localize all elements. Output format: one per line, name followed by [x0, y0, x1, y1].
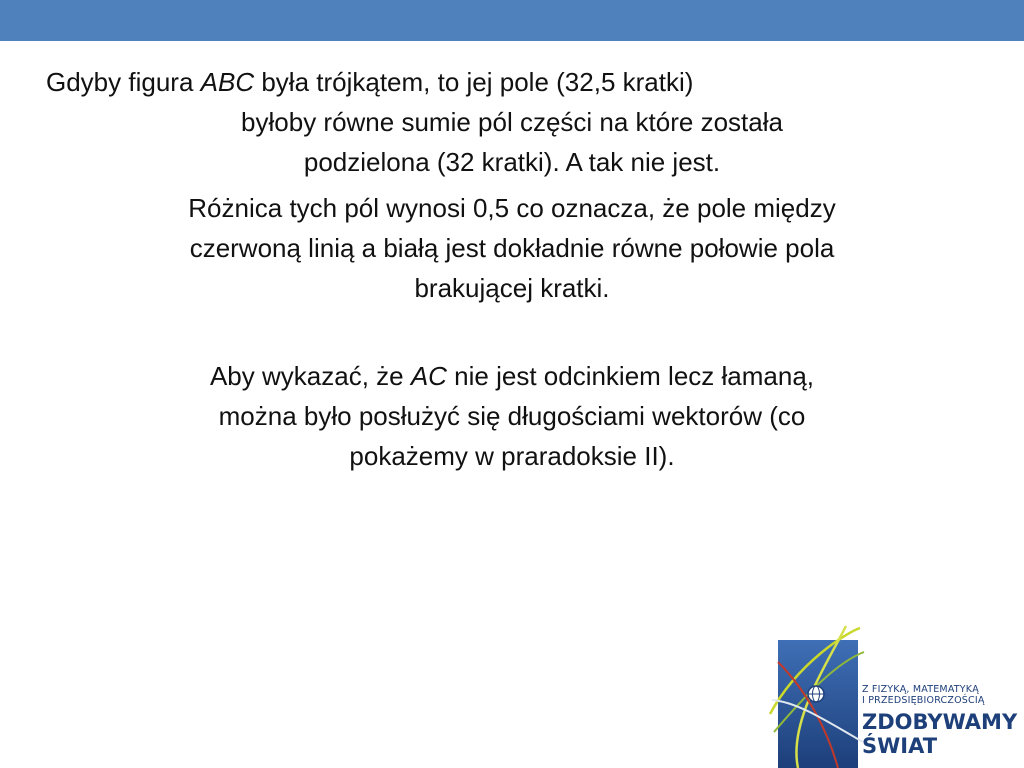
project-logo: [768, 622, 1024, 768]
logo-title-2: ŚWIAT: [862, 734, 938, 758]
text-line: pokażemy w praradoksie II).: [349, 441, 675, 471]
text-line: czerwoną linią a białą jest dokładnie równe połowie pola: [189, 233, 835, 263]
slide-content: [40, 62, 984, 476]
spacer: [40, 308, 984, 356]
text-run: była trójkątem, to jej pole (32,5 kratki): [254, 67, 694, 97]
paragraph-area-difference: [40, 188, 984, 308]
text-run: Aby wykazać, że: [209, 361, 411, 391]
top-bar: [0, 0, 1024, 41]
text-line: [40, 62, 984, 102]
paragraph-broken-line: [40, 356, 984, 476]
text-run: nie jest odcinkiem lecz łamaną,: [446, 361, 815, 391]
text-line: można było posłużyć się długościami wektorów (co: [218, 401, 806, 431]
logo-wordmark: [862, 684, 1017, 758]
text-run: Gdyby figura: [46, 67, 201, 97]
text-line: Różnica tych pól wynosi 0,5 co oznacza, że pole między: [188, 193, 836, 223]
logo-title-1: ZDOBYWAMY: [862, 710, 1018, 734]
text-line: podzielona (32 kratki). A tak nie jest.: [303, 147, 721, 177]
italic-term-ac: AC: [410, 361, 447, 391]
paragraph-triangle-area: [40, 62, 984, 182]
text-line: [40, 356, 984, 396]
text-line: byłoby równe sumie pól części na które została: [241, 107, 783, 137]
text-line: brakującej kratki.: [414, 273, 610, 303]
logo-tagline-2: I PRZEDSIĘBIORCZOŚCIĄ: [862, 695, 985, 706]
logo-tagline-1: Z FIZYKĄ, MATEMATYKĄ: [862, 684, 979, 695]
italic-term-abc: ABC: [200, 67, 255, 97]
